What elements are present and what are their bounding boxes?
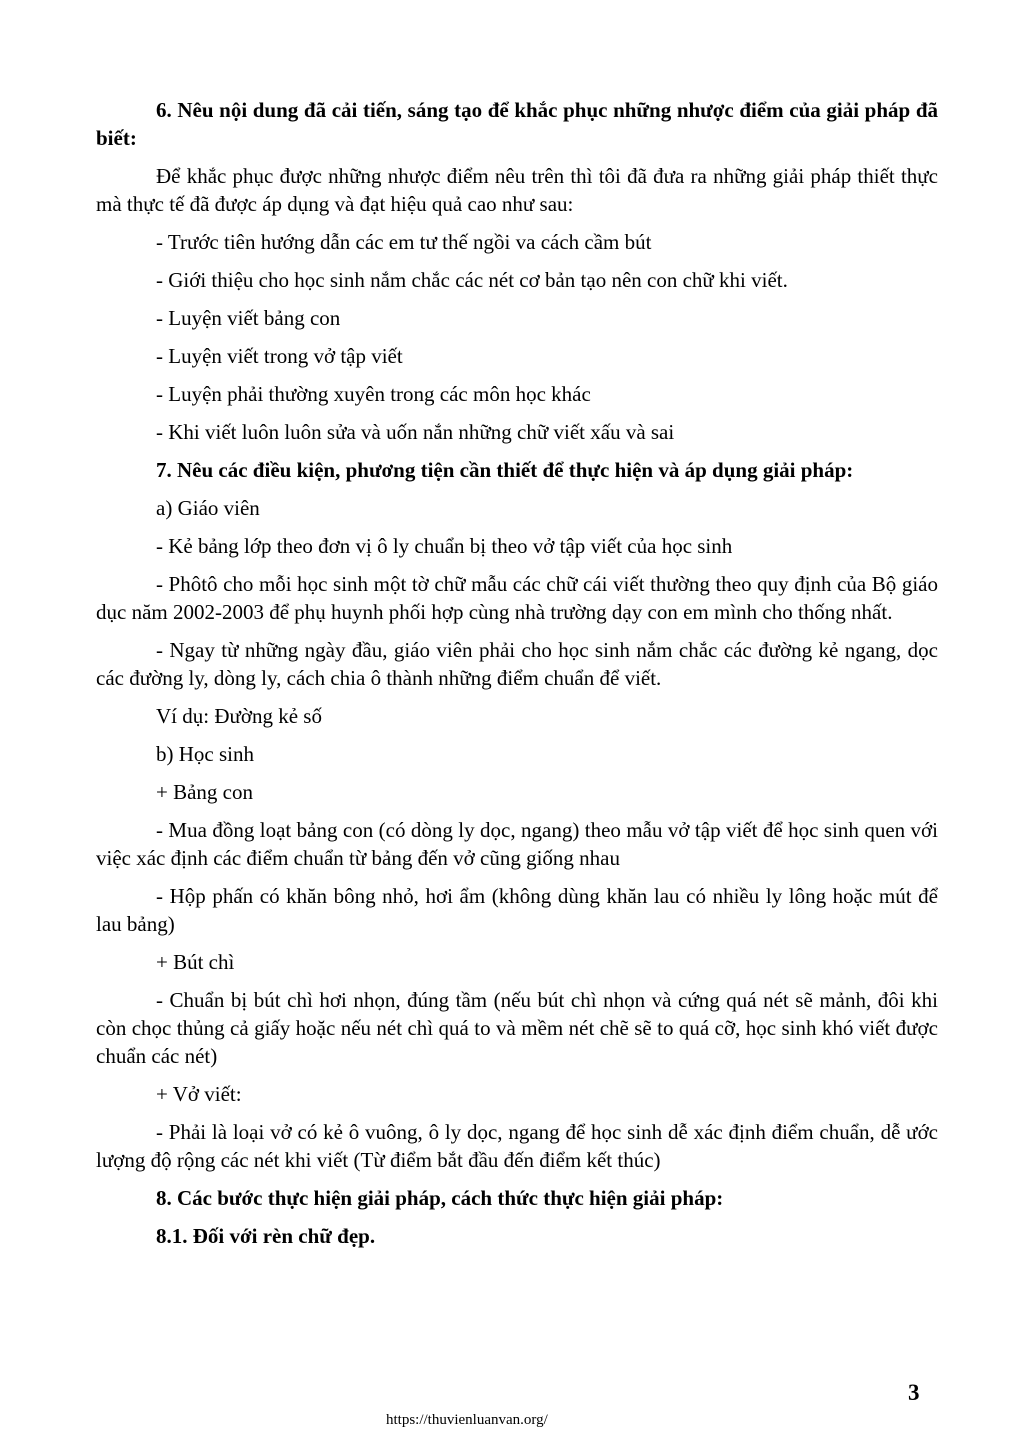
notebook-item: - Phải là loại vở có kẻ ô vuông, ô ly dọc, ngang để học sinh dễ xác định điểm chuẩn, dễ ước lượng độ rộng các nét khi viết (Từ điểm bắt đầu đến điểm kết thúc) — [96, 1120, 938, 1172]
section-6-item: - Khi viết luôn luôn sửa và uốn nắn những chữ viết xấu và sai — [156, 420, 675, 444]
section-6-heading: 6. Nêu nội dung đã cải tiến, sáng tạo để khắc phục những nhược điểm của giải pháp đã biết: — [96, 98, 938, 150]
section-6-item: - Luyện viết bảng con — [156, 306, 341, 330]
teacher-label: a) Giáo viên — [156, 496, 260, 520]
document-page — [96, 96, 938, 1250]
pencil-item: - Chuẩn bị bút chì hơi nhọn, đúng tầm (nếu bút chì nhọn và cứng quá nét sẽ mảnh, đôi khi còn chọc thủng cả giấy hoặc nếu nét chì quá to và mềm nét chẽ sẽ to quá cỡ, học sinh khó viết được chuẩn các nét) — [96, 988, 938, 1068]
footer-url: https://thuvienluanvan.org/ — [386, 1412, 548, 1428]
section-7-heading: 7. Nêu các điều kiện, phương tiện cần thiết để thực hiện và áp dụng giải pháp: — [156, 458, 854, 482]
section-6-item: - Luyện viết trong vở tập viết — [156, 344, 403, 368]
board-item: - Hộp phấn có khăn bông nhỏ, hơi ẩm (không dùng khăn lau có nhiều ly lông hoặc mút để lau bảng) — [96, 884, 938, 936]
section-6-item: - Luyện phải thường xuyên trong các môn học khác — [156, 382, 591, 406]
section-6-item: - Giới thiệu cho học sinh nắm chắc các nét cơ bản tạo nên con chữ khi viết. — [156, 268, 788, 292]
teacher-item: - Kẻ bảng lớp theo đơn vị ô ly chuẩn bị theo vở tập viết của học sinh — [156, 534, 733, 558]
section-6-item: - Trước tiên hướng dẫn các em tư thế ngồi va cách cầm bút — [156, 230, 652, 254]
pencil-label: + Bút chì — [156, 950, 235, 974]
section-8-heading: 8. Các bước thực hiện giải pháp, cách thức thực hiện giải pháp: — [156, 1186, 724, 1210]
section-8-1-heading: 8.1. Đối với rèn chữ đẹp. — [156, 1224, 376, 1248]
section-6-intro: Để khắc phục được những nhược điểm nêu trên thì tôi đã đưa ra những giải pháp thiết thực mà thực tế đã được áp dụng và đạt hiệu quả cao như sau: — [96, 164, 938, 216]
teacher-item: - Phôtô cho mỗi học sinh một tờ chữ mẫu các chữ cái viết thường theo quy định của Bộ giáo dục năm 2002-2003 để phụ huynh phối hợp cùng nhà trường dạy con em mình cho thống nhất. — [96, 572, 938, 624]
student-label: b) Học sinh — [156, 742, 254, 766]
board-label: + Bảng con — [156, 780, 253, 804]
board-item: - Mua đồng loạt bảng con (có dòng ly dọc, ngang) theo mẫu vở tập viết để học sinh quen với việc xác định các điểm chuẩn từ bảng đến vở cũng giống nhau — [96, 818, 938, 870]
teacher-item: - Ngay từ những ngày đầu, giáo viên phải cho học sinh nắm chắc các đường kẻ ngang, dọc các đường ly, dòng ly, cách chia ô thành những điểm chuẩn để viết. — [96, 638, 938, 690]
page-number: 3 — [908, 1380, 920, 1405]
notebook-label: + Vở viết: — [156, 1082, 242, 1106]
teacher-example: Ví dụ: Đường kẻ số — [156, 704, 322, 728]
